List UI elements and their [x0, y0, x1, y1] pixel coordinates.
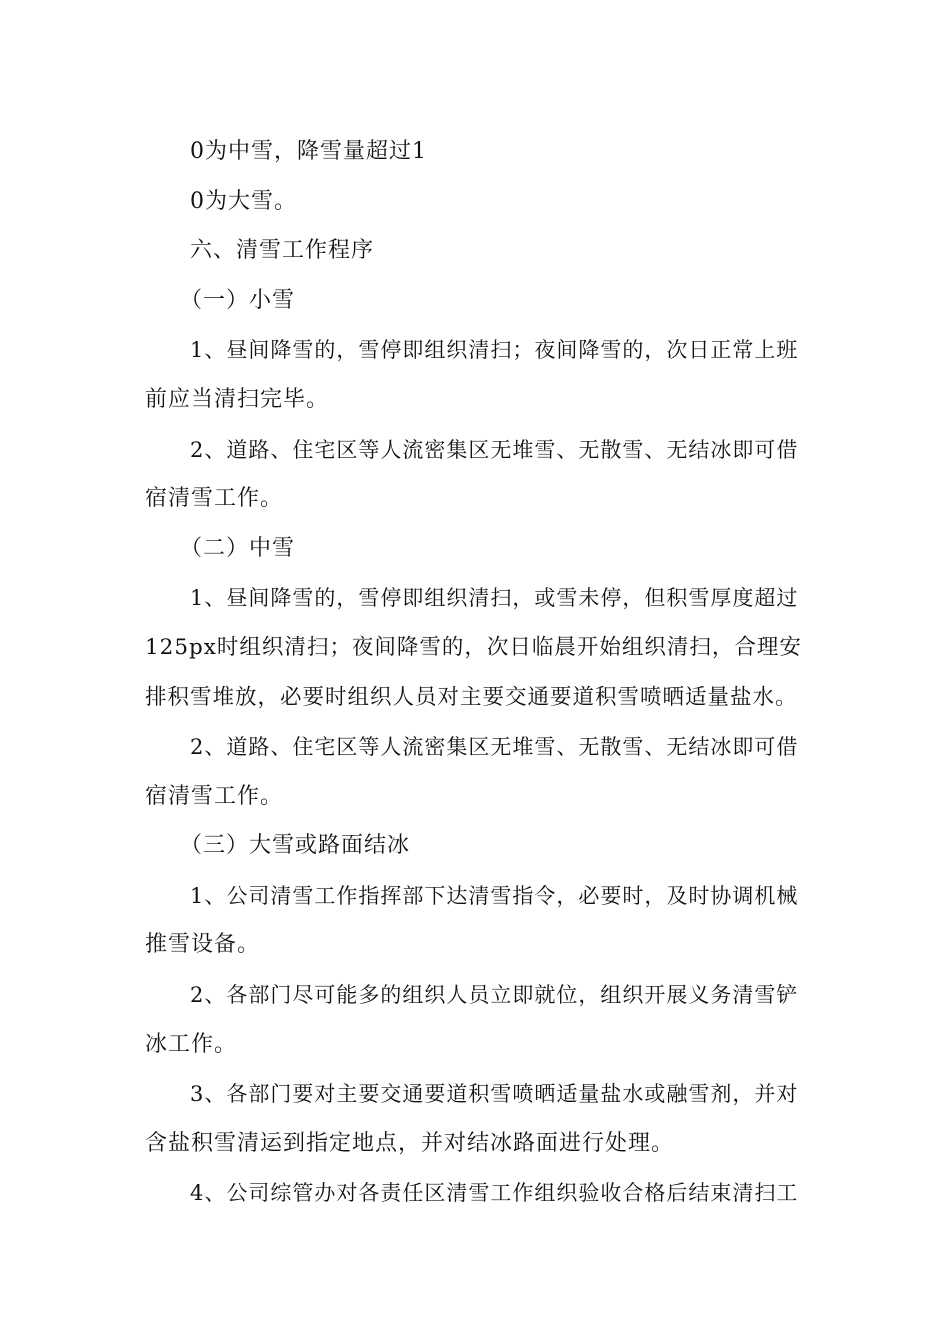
text-line: 2、道路、住宅区等人流密集区无堆雪、无散雪、无结冰即可借: [190, 438, 799, 462]
subsection-heading: （二）中雪: [180, 536, 296, 561]
text-line: 排积雪堆放，必要时组织人员对主要交通要道积雪喷晒适量盐水。: [145, 685, 798, 710]
text-line: 冰工作。: [145, 1032, 238, 1057]
text-line: 1、公司清雪工作指挥部下达清雪指令，必要时，及时协调机械: [190, 884, 799, 908]
text-line: 前应当清扫完毕。: [145, 387, 330, 412]
text-line: 推雪设备。: [145, 932, 261, 957]
text-line: 3、各部门要对主要交通要道积雪喷晒适量盐水或融雪剂，并对: [190, 1082, 799, 1106]
text-line: 含盐积雪清运到指定地点，并对结冰路面进行处理。: [145, 1131, 675, 1156]
text-line: 1、昼间降雪的，雪停即组织清扫；夜间降雪的，次日正常上班: [190, 338, 799, 362]
subsection-heading: （三）大雪或路面结冰: [180, 833, 411, 858]
subsection-heading: （一）小雪: [180, 288, 296, 313]
text-line: 宿清雪工作。: [145, 486, 284, 511]
text-line: 2、各部门尽可能多的组织人员立即就位，组织开展义务清雪铲: [190, 983, 799, 1007]
text-line: 1、昼间降雪的，雪停即组织清扫，或雪未停，但积雪厚度超过: [190, 586, 799, 610]
text-line: 125px时组织清扫；夜间降雪的，次日临晨开始组织清扫，合理安: [145, 635, 802, 660]
text-line: 4、公司综管办对各责任区清雪工作组织验收合格后结束清扫工: [190, 1181, 799, 1205]
text-line: 宿清雪工作。: [145, 784, 284, 809]
section-heading: 六、清雪工作程序: [190, 238, 375, 263]
text-line: 2、道路、住宅区等人流密集区无堆雪、无散雪、无结冰即可借: [190, 735, 799, 759]
text-line: 0为中雪，降雪量超过1: [190, 139, 427, 164]
text-line: 0为大雪。: [190, 189, 297, 214]
